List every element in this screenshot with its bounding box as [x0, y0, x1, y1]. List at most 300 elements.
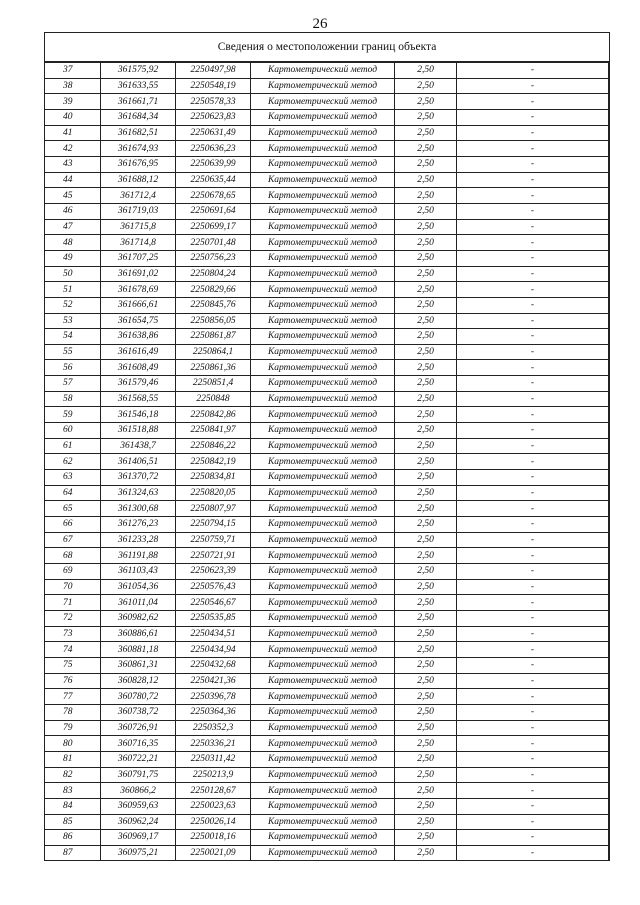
- method-cell: Картометрический метод: [251, 642, 395, 658]
- note-cell: -: [457, 407, 609, 423]
- note-cell: -: [457, 736, 609, 752]
- x-coordinate-cell: 361103,43: [101, 564, 176, 580]
- precision-cell: 2,50: [395, 109, 457, 125]
- y-coordinate-cell: 2250623,83: [176, 109, 251, 125]
- precision-cell: 2,50: [395, 94, 457, 110]
- y-coordinate-cell: 2250807,97: [176, 501, 251, 517]
- table-row: [45, 595, 609, 611]
- method-cell: Картометрический метод: [251, 266, 395, 282]
- note-cell: -: [457, 219, 609, 235]
- note-cell: -: [457, 704, 609, 720]
- x-coordinate-cell: 361546,18: [101, 407, 176, 423]
- y-coordinate-cell: 2250623,39: [176, 564, 251, 580]
- note-cell: -: [457, 564, 609, 580]
- y-coordinate-cell: 2250434,51: [176, 626, 251, 642]
- y-coordinate-cell: 2250639,99: [176, 156, 251, 172]
- y-coordinate-cell: 2250497,98: [176, 63, 251, 79]
- x-coordinate-cell: 361575,92: [101, 63, 176, 79]
- table-row: [45, 125, 609, 141]
- precision-cell: 2,50: [395, 532, 457, 548]
- precision-cell: 2,50: [395, 548, 457, 564]
- y-coordinate-cell: 2250861,36: [176, 360, 251, 376]
- point-number-cell: 61: [45, 438, 101, 454]
- precision-cell: 2,50: [395, 203, 457, 219]
- precision-cell: 2,50: [395, 235, 457, 251]
- y-coordinate-cell: 2250023,63: [176, 798, 251, 814]
- method-cell: Картометрический метод: [251, 376, 395, 392]
- y-coordinate-cell: 2250759,71: [176, 532, 251, 548]
- point-number-cell: 82: [45, 767, 101, 783]
- note-cell: -: [457, 798, 609, 814]
- precision-cell: 2,50: [395, 78, 457, 94]
- x-coordinate-cell: 361684,34: [101, 109, 176, 125]
- x-coordinate-cell: 360828,12: [101, 673, 176, 689]
- table-row: [45, 548, 609, 564]
- point-number-cell: 68: [45, 548, 101, 564]
- table-row: [45, 830, 609, 846]
- precision-cell: 2,50: [395, 485, 457, 501]
- y-coordinate-cell: 2250820,05: [176, 485, 251, 501]
- x-coordinate-cell: 361654,75: [101, 313, 176, 329]
- precision-cell: 2,50: [395, 63, 457, 79]
- x-coordinate-cell: 360982,62: [101, 610, 176, 626]
- y-coordinate-cell: 2250432,68: [176, 657, 251, 673]
- y-coordinate-cell: 2250434,94: [176, 642, 251, 658]
- x-coordinate-cell: 361633,55: [101, 78, 176, 94]
- table-row: [45, 423, 609, 439]
- point-number-cell: 85: [45, 814, 101, 830]
- method-cell: Картометрический метод: [251, 63, 395, 79]
- precision-cell: 2,50: [395, 344, 457, 360]
- y-coordinate-cell: 2250678,65: [176, 188, 251, 204]
- precision-cell: 2,50: [395, 830, 457, 846]
- method-cell: Картометрический метод: [251, 798, 395, 814]
- point-number-cell: 87: [45, 845, 101, 861]
- table-row: [45, 329, 609, 345]
- method-cell: Картометрический метод: [251, 141, 395, 157]
- note-cell: -: [457, 548, 609, 564]
- method-cell: Картометрический метод: [251, 814, 395, 830]
- x-coordinate-cell: 361674,93: [101, 141, 176, 157]
- note-cell: -: [457, 454, 609, 470]
- precision-cell: 2,50: [395, 704, 457, 720]
- point-number-cell: 65: [45, 501, 101, 517]
- point-number-cell: 60: [45, 423, 101, 439]
- table-row: [45, 720, 609, 736]
- precision-cell: 2,50: [395, 751, 457, 767]
- point-number-cell: 47: [45, 219, 101, 235]
- x-coordinate-cell: 361011,04: [101, 595, 176, 611]
- table-row: [45, 407, 609, 423]
- y-coordinate-cell: 2250834,81: [176, 470, 251, 486]
- y-coordinate-cell: 2250721,91: [176, 548, 251, 564]
- x-coordinate-cell: 361276,23: [101, 517, 176, 533]
- method-cell: Картометрический метод: [251, 767, 395, 783]
- table-row: [45, 626, 609, 642]
- point-number-cell: 56: [45, 360, 101, 376]
- point-number-cell: 74: [45, 642, 101, 658]
- table-row: [45, 203, 609, 219]
- y-coordinate-cell: 2250311,42: [176, 751, 251, 767]
- x-coordinate-cell: 361608,49: [101, 360, 176, 376]
- x-coordinate-cell: 361370,72: [101, 470, 176, 486]
- point-number-cell: 52: [45, 297, 101, 313]
- y-coordinate-cell: 2250701,48: [176, 235, 251, 251]
- method-cell: Картометрический метод: [251, 250, 395, 266]
- precision-cell: 2,50: [395, 470, 457, 486]
- method-cell: Картометрический метод: [251, 626, 395, 642]
- method-cell: Картометрический метод: [251, 344, 395, 360]
- table-row: [45, 297, 609, 313]
- method-cell: Картометрический метод: [251, 579, 395, 595]
- boundary-table-frame: [44, 32, 610, 861]
- y-coordinate-cell: 2250336,21: [176, 736, 251, 752]
- point-number-cell: 70: [45, 579, 101, 595]
- method-cell: Картометрический метод: [251, 78, 395, 94]
- table-row: [45, 360, 609, 376]
- table-row: [45, 235, 609, 251]
- table-row: [45, 109, 609, 125]
- note-cell: -: [457, 109, 609, 125]
- table-row: [45, 188, 609, 204]
- method-cell: Картометрический метод: [251, 720, 395, 736]
- point-number-cell: 84: [45, 798, 101, 814]
- method-cell: Картометрический метод: [251, 783, 395, 799]
- point-number-cell: 72: [45, 610, 101, 626]
- note-cell: -: [457, 360, 609, 376]
- precision-cell: 2,50: [395, 564, 457, 580]
- precision-cell: 2,50: [395, 266, 457, 282]
- note-cell: -: [457, 172, 609, 188]
- precision-cell: 2,50: [395, 814, 457, 830]
- x-coordinate-cell: 361300,68: [101, 501, 176, 517]
- method-cell: Картометрический метод: [251, 172, 395, 188]
- precision-cell: 2,50: [395, 642, 457, 658]
- note-cell: -: [457, 297, 609, 313]
- method-cell: Картометрический метод: [251, 501, 395, 517]
- precision-cell: 2,50: [395, 626, 457, 642]
- note-cell: -: [457, 438, 609, 454]
- method-cell: Картометрический метод: [251, 610, 395, 626]
- precision-cell: 2,50: [395, 454, 457, 470]
- method-cell: Картометрический метод: [251, 657, 395, 673]
- point-number-cell: 43: [45, 156, 101, 172]
- table-row: [45, 470, 609, 486]
- precision-cell: 2,50: [395, 845, 457, 861]
- method-cell: Картометрический метод: [251, 485, 395, 501]
- y-coordinate-cell: 2250635,44: [176, 172, 251, 188]
- point-number-cell: 62: [45, 454, 101, 470]
- method-cell: Картометрический метод: [251, 689, 395, 705]
- point-number-cell: 55: [45, 344, 101, 360]
- x-coordinate-cell: 360861,31: [101, 657, 176, 673]
- precision-cell: 2,50: [395, 720, 457, 736]
- y-coordinate-cell: 2250856,05: [176, 313, 251, 329]
- x-coordinate-cell: 361233,28: [101, 532, 176, 548]
- method-cell: Картометрический метод: [251, 313, 395, 329]
- x-coordinate-cell: 360866,2: [101, 783, 176, 799]
- table-row: [45, 266, 609, 282]
- y-coordinate-cell: 2250841,97: [176, 423, 251, 439]
- table-row: [45, 78, 609, 94]
- precision-cell: 2,50: [395, 188, 457, 204]
- x-coordinate-cell: 361638,86: [101, 329, 176, 345]
- x-coordinate-cell: 361661,71: [101, 94, 176, 110]
- point-number-cell: 42: [45, 141, 101, 157]
- x-coordinate-cell: 361691,02: [101, 266, 176, 282]
- note-cell: -: [457, 203, 609, 219]
- note-cell: -: [457, 689, 609, 705]
- table-row: [45, 657, 609, 673]
- point-number-cell: 57: [45, 376, 101, 392]
- note-cell: -: [457, 376, 609, 392]
- precision-cell: 2,50: [395, 595, 457, 611]
- note-cell: -: [457, 720, 609, 736]
- note-cell: -: [457, 125, 609, 141]
- point-number-cell: 53: [45, 313, 101, 329]
- method-cell: Картометрический метод: [251, 219, 395, 235]
- note-cell: -: [457, 673, 609, 689]
- y-coordinate-cell: 2250364,36: [176, 704, 251, 720]
- y-coordinate-cell: 2250548,19: [176, 78, 251, 94]
- precision-cell: 2,50: [395, 219, 457, 235]
- table-row: [45, 579, 609, 595]
- table-row: [45, 767, 609, 783]
- table-row: [45, 642, 609, 658]
- precision-cell: 2,50: [395, 156, 457, 172]
- note-cell: -: [457, 626, 609, 642]
- x-coordinate-cell: 360959,63: [101, 798, 176, 814]
- y-coordinate-cell: 2250535,85: [176, 610, 251, 626]
- x-coordinate-cell: 361712,4: [101, 188, 176, 204]
- precision-cell: 2,50: [395, 297, 457, 313]
- point-number-cell: 64: [45, 485, 101, 501]
- x-coordinate-cell: 360881,18: [101, 642, 176, 658]
- point-number-cell: 37: [45, 63, 101, 79]
- y-coordinate-cell: 2250396,78: [176, 689, 251, 705]
- table-row: [45, 845, 609, 861]
- table-row: [45, 282, 609, 298]
- y-coordinate-cell: 2250021,09: [176, 845, 251, 861]
- precision-cell: 2,50: [395, 689, 457, 705]
- point-number-cell: 40: [45, 109, 101, 125]
- precision-cell: 2,50: [395, 407, 457, 423]
- y-coordinate-cell: 2250846,22: [176, 438, 251, 454]
- note-cell: -: [457, 266, 609, 282]
- method-cell: Картометрический метод: [251, 845, 395, 861]
- method-cell: Картометрический метод: [251, 94, 395, 110]
- note-cell: -: [457, 485, 609, 501]
- y-coordinate-cell: 2250352,3: [176, 720, 251, 736]
- precision-cell: 2,50: [395, 172, 457, 188]
- table-row: [45, 250, 609, 266]
- x-coordinate-cell: 361719,03: [101, 203, 176, 219]
- y-coordinate-cell: 2250546,67: [176, 595, 251, 611]
- note-cell: -: [457, 595, 609, 611]
- x-coordinate-cell: 360722,21: [101, 751, 176, 767]
- method-cell: Картометрический метод: [251, 564, 395, 580]
- note-cell: -: [457, 94, 609, 110]
- precision-cell: 2,50: [395, 329, 457, 345]
- y-coordinate-cell: 2250128,67: [176, 783, 251, 799]
- method-cell: Картометрический метод: [251, 407, 395, 423]
- precision-cell: 2,50: [395, 141, 457, 157]
- method-cell: Картометрический метод: [251, 595, 395, 611]
- table-row: [45, 344, 609, 360]
- table-row: [45, 141, 609, 157]
- x-coordinate-cell: 361054,36: [101, 579, 176, 595]
- method-cell: Картометрический метод: [251, 109, 395, 125]
- method-cell: Картометрический метод: [251, 360, 395, 376]
- point-number-cell: 41: [45, 125, 101, 141]
- point-number-cell: 83: [45, 783, 101, 799]
- point-number-cell: 86: [45, 830, 101, 846]
- point-number-cell: 78: [45, 704, 101, 720]
- y-coordinate-cell: 2250636,23: [176, 141, 251, 157]
- y-coordinate-cell: 2250845,76: [176, 297, 251, 313]
- table-row: [45, 438, 609, 454]
- note-cell: -: [457, 156, 609, 172]
- x-coordinate-cell: 360886,61: [101, 626, 176, 642]
- note-cell: -: [457, 767, 609, 783]
- y-coordinate-cell: 2250213,9: [176, 767, 251, 783]
- note-cell: -: [457, 63, 609, 79]
- method-cell: Картометрический метод: [251, 454, 395, 470]
- point-number-cell: 69: [45, 564, 101, 580]
- method-cell: Картометрический метод: [251, 423, 395, 439]
- method-cell: Картометрический метод: [251, 830, 395, 846]
- y-coordinate-cell: 2250026,14: [176, 814, 251, 830]
- point-number-cell: 45: [45, 188, 101, 204]
- point-number-cell: 39: [45, 94, 101, 110]
- note-cell: -: [457, 751, 609, 767]
- x-coordinate-cell: 361682,51: [101, 125, 176, 141]
- table-row: [45, 376, 609, 392]
- x-coordinate-cell: 361579,46: [101, 376, 176, 392]
- x-coordinate-cell: 360962,24: [101, 814, 176, 830]
- point-number-cell: 50: [45, 266, 101, 282]
- x-coordinate-cell: 361676,95: [101, 156, 176, 172]
- table-row: [45, 564, 609, 580]
- precision-cell: 2,50: [395, 783, 457, 799]
- method-cell: Картометрический метод: [251, 329, 395, 345]
- table-row: [45, 313, 609, 329]
- x-coordinate-cell: 361406,51: [101, 454, 176, 470]
- note-cell: -: [457, 78, 609, 94]
- precision-cell: 2,50: [395, 767, 457, 783]
- y-coordinate-cell: 2250699,17: [176, 219, 251, 235]
- point-number-cell: 81: [45, 751, 101, 767]
- method-cell: Картометрический метод: [251, 203, 395, 219]
- table-row: [45, 501, 609, 517]
- y-coordinate-cell: 2250864,1: [176, 344, 251, 360]
- table-row: [45, 783, 609, 799]
- precision-cell: 2,50: [395, 657, 457, 673]
- method-cell: Картометрический метод: [251, 470, 395, 486]
- note-cell: -: [457, 344, 609, 360]
- y-coordinate-cell: 2250631,49: [176, 125, 251, 141]
- table-row: [45, 391, 609, 407]
- method-cell: Картометрический метод: [251, 517, 395, 533]
- note-cell: -: [457, 235, 609, 251]
- point-number-cell: 58: [45, 391, 101, 407]
- note-cell: -: [457, 141, 609, 157]
- table-row: [45, 673, 609, 689]
- table-row: [45, 610, 609, 626]
- x-coordinate-cell: 361678,69: [101, 282, 176, 298]
- note-cell: -: [457, 610, 609, 626]
- y-coordinate-cell: 2250829,66: [176, 282, 251, 298]
- point-number-cell: 54: [45, 329, 101, 345]
- note-cell: -: [457, 532, 609, 548]
- y-coordinate-cell: 2250691,64: [176, 203, 251, 219]
- method-cell: Картометрический метод: [251, 235, 395, 251]
- x-coordinate-cell: 361438,7: [101, 438, 176, 454]
- note-cell: -: [457, 830, 609, 846]
- precision-cell: 2,50: [395, 313, 457, 329]
- x-coordinate-cell: 360975,21: [101, 845, 176, 861]
- table-row: [45, 736, 609, 752]
- precision-cell: 2,50: [395, 517, 457, 533]
- method-cell: Картометрический метод: [251, 704, 395, 720]
- point-number-cell: 79: [45, 720, 101, 736]
- method-cell: Картометрический метод: [251, 282, 395, 298]
- y-coordinate-cell: 2250794,15: [176, 517, 251, 533]
- table-row: [45, 517, 609, 533]
- y-coordinate-cell: 2250842,86: [176, 407, 251, 423]
- point-number-cell: 66: [45, 517, 101, 533]
- method-cell: Картометрический метод: [251, 751, 395, 767]
- precision-cell: 2,50: [395, 736, 457, 752]
- table-row: [45, 532, 609, 548]
- note-cell: -: [457, 845, 609, 861]
- method-cell: Картометрический метод: [251, 548, 395, 564]
- y-coordinate-cell: 2250578,33: [176, 94, 251, 110]
- x-coordinate-cell: 361518,88: [101, 423, 176, 439]
- x-coordinate-cell: 360726,91: [101, 720, 176, 736]
- note-cell: -: [457, 282, 609, 298]
- precision-cell: 2,50: [395, 360, 457, 376]
- coordinates-table: [44, 62, 609, 861]
- table-row: [45, 751, 609, 767]
- point-number-cell: 71: [45, 595, 101, 611]
- table-row: [45, 798, 609, 814]
- x-coordinate-cell: 361666,61: [101, 297, 176, 313]
- precision-cell: 2,50: [395, 282, 457, 298]
- y-coordinate-cell: 2250421,36: [176, 673, 251, 689]
- x-coordinate-cell: 361715,8: [101, 219, 176, 235]
- note-cell: -: [457, 657, 609, 673]
- y-coordinate-cell: 2250018,16: [176, 830, 251, 846]
- note-cell: -: [457, 517, 609, 533]
- x-coordinate-cell: 360780,72: [101, 689, 176, 705]
- x-coordinate-cell: 360969,17: [101, 830, 176, 846]
- note-cell: -: [457, 470, 609, 486]
- method-cell: Картометрический метод: [251, 736, 395, 752]
- note-cell: -: [457, 329, 609, 345]
- table-row: [45, 704, 609, 720]
- point-number-cell: 48: [45, 235, 101, 251]
- y-coordinate-cell: 2250861,87: [176, 329, 251, 345]
- precision-cell: 2,50: [395, 501, 457, 517]
- point-number-cell: 80: [45, 736, 101, 752]
- precision-cell: 2,50: [395, 391, 457, 407]
- note-cell: -: [457, 313, 609, 329]
- x-coordinate-cell: 361688,12: [101, 172, 176, 188]
- precision-cell: 2,50: [395, 125, 457, 141]
- precision-cell: 2,50: [395, 673, 457, 689]
- precision-cell: 2,50: [395, 250, 457, 266]
